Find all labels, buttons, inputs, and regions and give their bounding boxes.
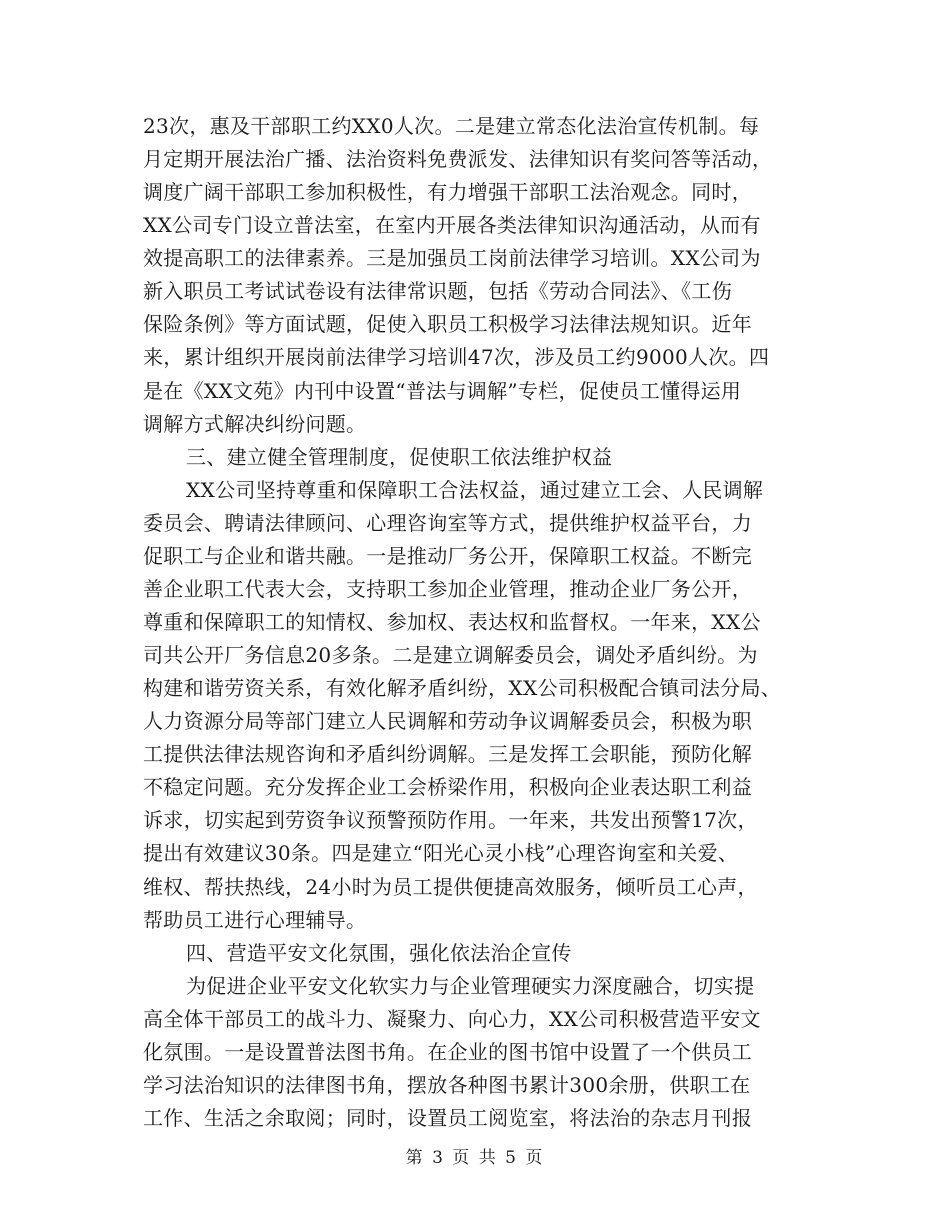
section-heading: 三、建立健全管理制度，促使职工依法维护权益	[186, 445, 613, 469]
text-line: 尊重和保障职工的知情权、参加权、表达权和监督权。一年来，XX公	[143, 610, 761, 634]
text-line: 善企业职工代表大会，支持职工参加企业管理，推动企业厂务公开，	[143, 577, 752, 601]
text-line: 促职工与企业和谐共融。一是推动厂务公开，保障职工权益。不断完	[143, 544, 752, 568]
text-line: 维权、帮扶热线，24小时为员工提供便捷高效服务，倾听员工心声，	[143, 875, 758, 899]
text-line: 不稳定问题。充分发挥企业工会桥梁作用，积极向企业表达职工利益	[143, 775, 752, 799]
text-line: 调度广阔干部职工参加积极性，有力增强干部职工法治观念。同时，	[143, 180, 752, 204]
text-line: 是在《XX文苑》内刊中设置“普法与调解”专栏，促使员工懂得运用	[143, 379, 742, 403]
text-line: 工作、生活之余取阅；同时，设置员工阅览室，将法治的杂志月刊报	[143, 1106, 752, 1130]
text-line: XX公司专门设立普法室，在室内开展各类法律知识沟通活动，从而有	[143, 213, 761, 237]
text-line: 学习法治知识的法律图书角，摆放各种图书累计300余册，供职工在	[143, 1073, 751, 1097]
text-line: 提出有效建议30条。四是建立“阳光心灵小栈”心理咨询室和关爱、	[143, 841, 739, 865]
text-line: 高全体干部员工的战斗力、凝聚力、向心力，XX公司积极营造平安文	[143, 1007, 761, 1031]
text-line: 工提供法律法规咨询和矛盾纠纷调解。三是发挥工会职能，预防化解	[143, 742, 752, 766]
text-line: 诉求，切实起到劳资争议预警预防作用。一年来，共发出预警17次，	[143, 808, 758, 832]
text-line: 效提高职工的法律素养。三是加强员工岗前法律学习培训。XX公司为	[143, 246, 761, 270]
text-line: 构建和谐劳资关系，有效化解矛盾纠纷，XX公司积极配合镇司法分局、	[143, 676, 782, 700]
text-line: 月定期开展法治广播、法治资料免费派发、法律知识有奖问答等活动，	[143, 147, 773, 171]
text-line: 化氛围。一是设置普法图书角。在企业的图书馆中设置了一个供员工	[143, 1040, 752, 1064]
text-line: 帮助员工进行心理辅导。	[143, 908, 367, 932]
text-line: 人力资源分局等部门建立人民调解和劳动争议调解委员会，积极为职	[143, 709, 752, 733]
paragraph-start-line: 为促进企业平安文化软实力与企业管理硬实力深度融合，切实提	[186, 974, 755, 998]
text-line: 来，累计组织开展岗前法律学习培训47次，涉及员工约9000人次。四	[143, 345, 770, 369]
text-line: 新入职员工考试试卷设有法律常识题，包括《劳动合同法》、《工伤	[143, 279, 732, 303]
text-line: 委员会、聘请法律顾问、心理咨询室等方式，提供维护权益平台，力	[143, 511, 752, 535]
text-line: 保险条例》等方面试题，促使入职员工积极学习法律法规知识。近年	[143, 312, 752, 336]
page-number-footer: 第 3 页 共 5 页	[405, 1148, 545, 1168]
text-line: 调解方式解决纠纷问题。	[143, 412, 367, 436]
text-line: 23次，惠及干部职工约XX0人次。二是建立常态化法治宣传机制。每	[143, 114, 760, 138]
section-heading: 四、营造平安文化氛围，强化依法治企宣传	[186, 941, 572, 965]
paragraph-start-line: XX公司坚持尊重和保障职工合法权益，通过建立工会、人民调解	[186, 478, 764, 502]
text-line: 司共公开厂务信息20多条。二是建立调解委员会，调处矛盾纠纷。为	[143, 643, 758, 667]
